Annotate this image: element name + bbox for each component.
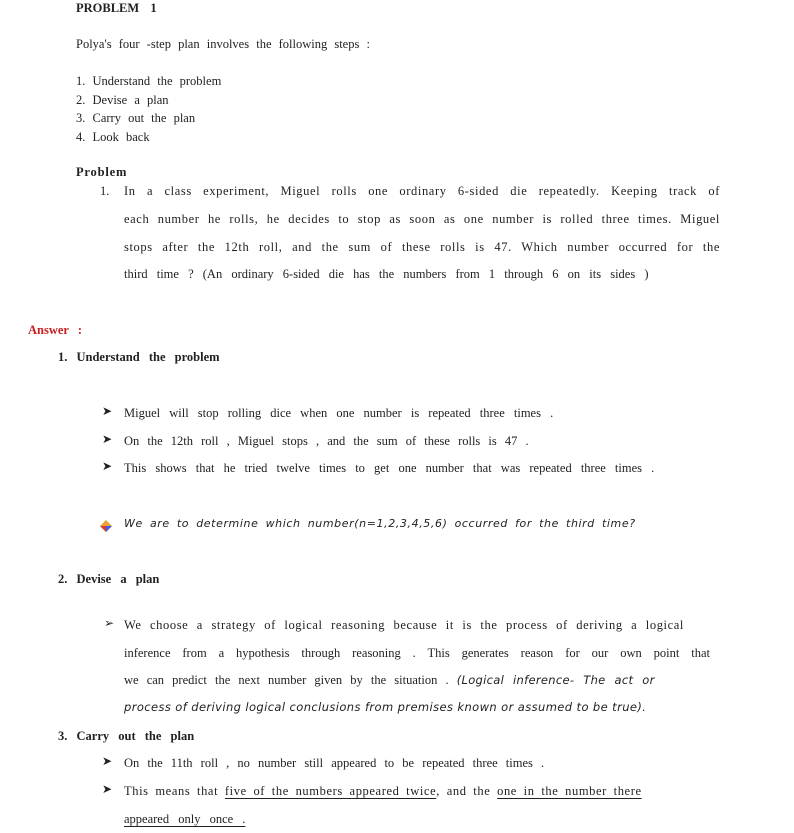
section-heading-understand: 1. Understand the problem: [58, 350, 220, 364]
problem-line: third time ? (An ordinary 6-sided die has the numbers from 1 through 6 on its sides ): [124, 267, 649, 281]
bullet-text: On the 12th roll , Miguel stops , and the sum of these rolls is 47 .: [124, 434, 529, 448]
devise-line: We choose a strategy of logical reasoning because it is the process of deriving a logical: [124, 618, 684, 632]
question-text: We are to determine which number(n=1,2,3,4,5,6) occurred for the third time?: [124, 517, 636, 530]
problem-line: In a class experiment, Miguel rolls one ordinary 6-sided die repeatedly. Keeping track of: [124, 184, 720, 198]
step-item: 4. Look back: [76, 130, 150, 144]
devise-line4-italic: process of deriving logical conclusions from premises known or assumed to be true).: [124, 700, 647, 714]
step-item: 2. Devise a plan: [76, 93, 169, 107]
arrow-bullet-icon: ➤: [102, 782, 113, 796]
answer-label: Answer :: [28, 323, 83, 337]
problem-line: each number he rolls, he decides to stop as soon as one number is rolled three times. Miguel: [124, 212, 720, 226]
bullet2-continuation: appeared only once .: [124, 812, 246, 826]
bullet-text: On the 11th roll , no number still appeared to be repeated three times .: [124, 756, 545, 770]
section-heading-carry: 3. Carry out the plan: [58, 729, 195, 743]
problem-heading: Problem: [76, 165, 128, 179]
intro-text: Polya's four -step plan involves the following steps :: [76, 37, 370, 51]
diamond-bullet-icon: [100, 520, 112, 532]
devise-line: inference from a hypothesis through reasoning . This generates reason for our own point that: [124, 646, 710, 660]
bullet-text: This shows that he tried twelve times to get one number that was repeated three times .: [124, 461, 655, 475]
section-heading-devise: 2. Devise a plan: [58, 572, 160, 586]
devise-line3-plain: we can predict the next number given by the situation .: [124, 673, 449, 687]
bullet-text: [124, 785, 642, 798]
bullet2-underline-2: one in the number there: [497, 784, 642, 798]
arrow-bullet-icon: ➤: [102, 432, 113, 446]
devise-line: [124, 674, 655, 687]
step-item: 3. Carry out the plan: [76, 111, 196, 125]
arrow-bullet-icon: ➤: [102, 404, 113, 418]
problem-number: 1.: [100, 184, 110, 198]
bullet-text: Miguel will stop rolling dice when one number is repeated three times .: [124, 406, 554, 420]
page-title: PROBLEM 1: [76, 1, 157, 15]
problem-line: stops after the 12th roll, and the sum of these rolls is 47. Which number occurred for the: [124, 240, 720, 254]
bullet2-underline-1: five of the numbers appeared twice: [224, 784, 437, 798]
devise-line3-italic: (Logical inference- The act or: [456, 673, 655, 687]
step-item: 1. Understand the problem: [76, 74, 222, 88]
bullet2-pre: This means that: [124, 784, 219, 798]
arrow-bullet-icon: ➤: [102, 754, 113, 768]
arrow-bullet-icon: ➢: [104, 616, 115, 630]
arrow-bullet-icon: ➤: [102, 459, 113, 473]
bullet2-mid: , and the: [436, 784, 491, 798]
